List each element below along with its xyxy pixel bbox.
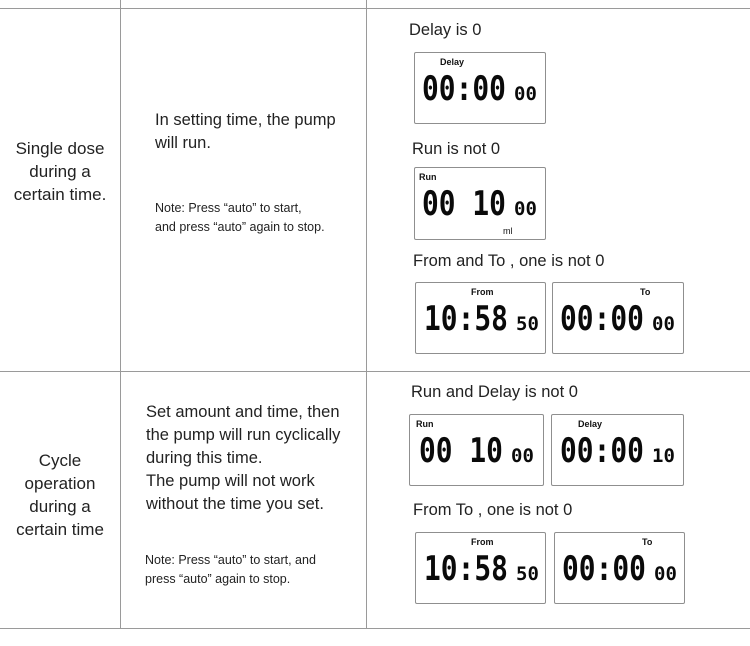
row1-caption-from-to: From and To , one is not 0	[413, 252, 605, 270]
lcd-small-value: 00	[652, 313, 675, 335]
lcd-label: Delay	[578, 419, 603, 429]
lcd-row1-run	[414, 167, 546, 240]
lcd-row2-from	[415, 532, 546, 604]
lcd-digits	[562, 549, 677, 589]
lcd-row1-to	[552, 282, 684, 354]
row1-caption-run: Run is not 0	[412, 140, 501, 158]
lcd-row2-to	[554, 532, 685, 604]
lcd-small-value: 00	[654, 563, 677, 585]
row1-note: Note: Press “auto” to start, and press “auto” again to stop.	[155, 201, 325, 234]
row2-caption-run-delay: Run and Delay is not 0	[411, 383, 578, 401]
lcd-main-value: 00:00	[560, 431, 644, 471]
row2-caption-from-to: From To , one is not 0	[413, 501, 573, 519]
column-divider-1	[120, 0, 121, 628]
lcd-main-value: 00:00	[560, 299, 644, 339]
lcd-digits	[424, 549, 539, 589]
lcd-small-value: 00	[511, 445, 534, 467]
lcd-main-value: 00 10	[422, 184, 506, 224]
row-divider-bottom	[0, 628, 750, 629]
lcd-main-value: 00 10	[419, 431, 503, 471]
lcd-label: From	[471, 287, 494, 297]
lcd-small-value: 00	[514, 198, 537, 220]
lcd-main-value: 00:00	[422, 69, 506, 109]
lcd-unit: ml	[503, 226, 513, 236]
lcd-label: To	[640, 287, 651, 297]
lcd-digits	[422, 69, 537, 109]
row2-description: Set amount and time, then the pump will run cyclically during this time. The pump will not work without the time you set.	[146, 403, 341, 513]
column-divider-2	[366, 0, 367, 628]
lcd-row2-run	[409, 414, 544, 486]
lcd-small-value: 50	[516, 563, 539, 585]
lcd-label: To	[642, 537, 653, 547]
lcd-main-value: 10:58	[424, 299, 508, 339]
row2-note: Note: Press “auto” to start, and press “auto” again to stop.	[145, 553, 316, 586]
lcd-small-value: 10	[652, 445, 675, 467]
lcd-main-value: 00:00	[562, 549, 646, 589]
lcd-main-value: 10:58	[424, 549, 508, 589]
row1-description: In setting time, the pump will run.	[155, 111, 336, 152]
lcd-digits	[424, 299, 539, 339]
lcd-label: Run	[416, 419, 434, 429]
lcd-label: From	[471, 537, 494, 547]
lcd-row1-from	[415, 282, 546, 354]
lcd-digits	[419, 431, 534, 471]
row-divider-middle	[0, 371, 750, 372]
row-divider-top	[0, 8, 750, 9]
row2-mode-label: Cycle operation during a certain time	[16, 451, 104, 539]
lcd-label: Run	[419, 172, 437, 182]
lcd-row2-delay	[551, 414, 684, 486]
lcd-digits	[560, 299, 675, 339]
row1-mode-label: Single dose during a certain time.	[13, 139, 107, 204]
lcd-digits	[560, 431, 675, 471]
row1-caption-delay: Delay is 0	[409, 21, 482, 39]
lcd-label: Delay	[440, 57, 465, 67]
lcd-small-value: 00	[514, 83, 537, 105]
lcd-digits	[422, 184, 537, 224]
lcd-row1-delay	[414, 52, 546, 124]
lcd-small-value: 50	[516, 313, 539, 335]
